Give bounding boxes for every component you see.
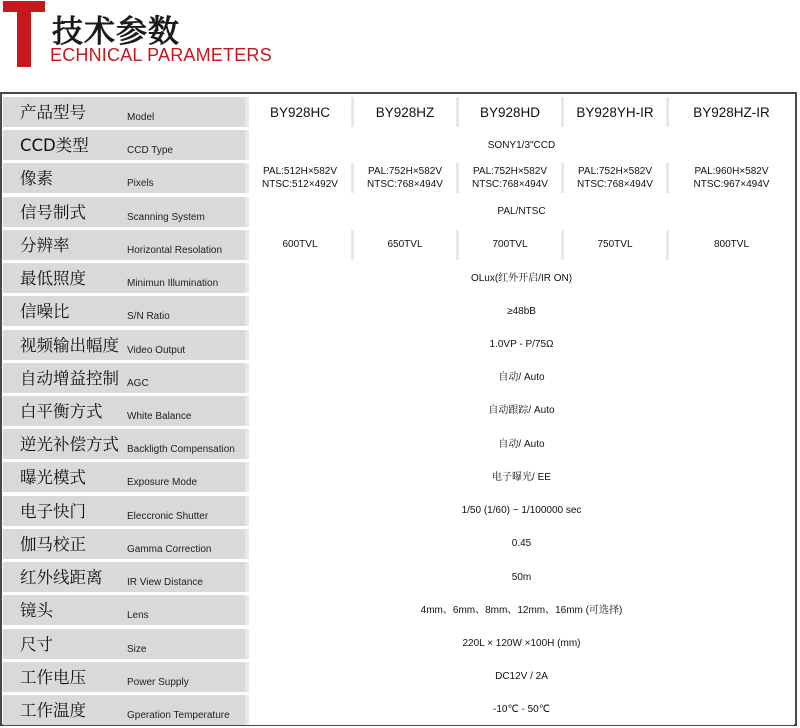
label-en: White Balance [127,410,192,422]
label-cn: 像素 [20,169,53,189]
row-label [3,396,245,426]
label-en: Power Supply [127,676,189,688]
row-label [3,330,245,360]
label-cn: 电子快门 [20,501,86,521]
label-cn: 工作电压 [20,667,86,687]
row-label [3,496,245,526]
table-header-row [3,97,794,127]
value-line: NTSC:768×494V [577,179,653,191]
value-line: NTSC:768×494V [367,179,443,191]
row-label [3,263,245,293]
value-cell: 600TVL [249,230,351,260]
table-row [3,595,794,625]
table-row [3,263,794,293]
value-cell: 650TVL [354,230,456,260]
row-label [3,595,245,625]
row-label [3,662,245,692]
value-cell [669,163,794,193]
row-label [3,197,245,227]
model-header: BY928HD [459,97,561,127]
model-header: BY928HZ [354,97,456,127]
label-en: Eleccronic Shutter [127,510,209,522]
label-en: S/N Ratio [127,311,170,323]
page-title-en: ECHNICAL PARAMETERS [50,45,272,65]
label-cn: 工作温度 [20,700,86,720]
row-label [3,130,245,160]
value-cell [459,163,561,193]
value-cell: 1/50 (1/60) ~ 1/100000 sec [249,496,794,526]
value-cell: ≥48bB [249,296,794,326]
label-cn: 红外线距离 [20,568,103,588]
label-en: Video Output [127,344,186,356]
value-cell: 50m [249,562,794,592]
row-label [3,695,245,725]
label-cn: 信号制式 [20,202,86,222]
row-label [3,629,245,659]
table-row [3,629,794,659]
value-line: PAL:752H×582V [367,166,443,178]
row-label [3,529,245,559]
table-row [3,562,794,592]
value-cell: 800TVL [669,230,794,260]
value-cell: 自动/ Auto [249,363,794,393]
value-line: NTSC:768×494V [472,179,548,191]
label-cn: 逆光补偿方式 [20,435,119,455]
row-label [3,462,245,492]
table-row [3,330,794,360]
table-row [3,462,794,492]
label-cn: CCD类型 [20,136,89,156]
label-cn: 视频输出幅度 [20,335,119,355]
label-en: CCD Type [127,145,173,157]
table-row [3,363,794,393]
label-en: Scanning System [127,211,205,223]
value-cell: 750TVL [564,230,666,260]
value-cell: 自动跟踪/ Auto [249,396,794,426]
label-en: Exposure Mode [127,477,198,489]
table-row [3,695,794,725]
value-cell: 220L × 120W ×100H (mm) [249,629,794,659]
row-label [3,163,245,193]
value-cell: -10℃ - 50℃ [249,695,794,725]
value-cell: OLux(红外开启/IR ON) [249,263,794,293]
table-row [3,130,794,160]
value-cell [354,163,456,193]
label-cn: 产品型号 [20,103,86,122]
table-row [3,529,794,559]
row-label [3,562,245,592]
value-cell: DC12V / 2A [249,662,794,692]
table-row [3,230,794,260]
model-header: BY928HZ-IR [669,97,794,127]
value-cell: 700TVL [459,230,561,260]
value-line: PAL:960H×582V [694,166,769,178]
value-cell [564,163,666,193]
spec-table [3,97,794,728]
table-row [3,296,794,326]
table-row [3,662,794,692]
label-en: Pixels [127,178,154,190]
value-cell: 1.0VP - P/75Ω [249,330,794,360]
row-label [3,230,245,260]
value-line: NTSC:967×494V [693,179,770,191]
table-row [3,429,794,459]
label-cn: 伽马校正 [20,534,86,554]
label-cn: 镜头 [20,601,53,621]
row-label [3,429,245,459]
row-label [3,363,245,393]
label-en: Model [127,112,155,123]
model-header: BY928YH-IR [564,97,666,127]
label-en: Minimun Illumination [127,278,219,290]
row-label [3,296,245,326]
label-cn: 自动增益控制 [20,368,119,388]
label-cn: 尺寸 [20,634,53,654]
label-en: IR View Distance [127,577,203,589]
label-cn: 最低照度 [20,269,86,289]
row-label [3,97,245,127]
label-en: Lens [127,610,149,622]
value-cell: SONY1/3"CCD [249,130,794,160]
label-en: Backligth Compensation [127,444,235,456]
label-en: AGC [127,377,149,389]
model-header: BY928HC [249,97,351,127]
page-title-cn: 技术参数 [52,14,180,50]
label-en: Gamma Correction [127,543,212,555]
table-row [3,496,794,526]
label-cn: 曝光模式 [20,468,86,488]
label-cn: 分辨率 [20,235,70,255]
label-cn: 白平衡方式 [20,401,103,421]
value-cell: 自动/ Auto [249,429,794,459]
value-cell: 电子曝光/ EE [249,462,794,492]
value-cell: PAL/NTSC [249,197,794,227]
table-row [3,163,794,193]
value-line: PAL:752H×582V [472,166,548,178]
label-en: Size [127,643,147,655]
value-cell: 4mm、6mm、8mm、12mm、16mm (可选择) [249,595,794,625]
value-line: NTSC:512×492V [262,179,338,191]
label-en: Gperation Temperature [127,709,230,721]
value-line: PAL:752H×582V [577,166,653,178]
label-cn: 信噪比 [20,302,70,322]
value-cell: 0.45 [249,529,794,559]
label-en: Horizontal Resolation [127,244,223,256]
table-row [3,197,794,227]
value-line: PAL:512H×582V [262,166,338,178]
table-row [3,396,794,426]
value-cell [249,163,351,193]
